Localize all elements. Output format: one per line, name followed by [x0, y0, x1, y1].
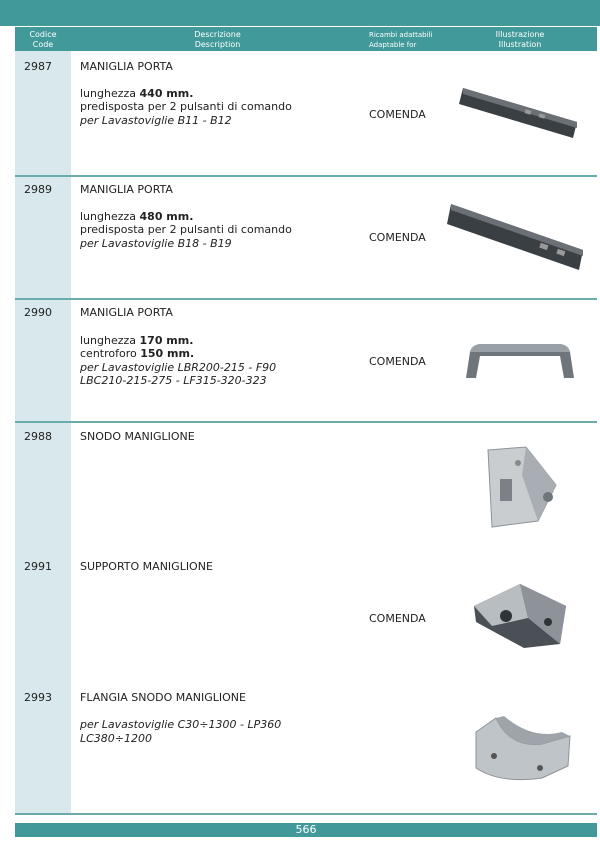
- header-code-it: Codice: [29, 30, 57, 39]
- item-title: MANIGLIA PORTA: [80, 60, 173, 73]
- row-separator: [15, 175, 597, 177]
- top-bar: [0, 0, 600, 26]
- row-separator: [15, 298, 597, 300]
- item-description-line: lunghezza 170 mm.: [80, 334, 194, 347]
- header-adaptable-en: Adaptable for: [369, 41, 417, 49]
- header-description-en: Description: [194, 40, 241, 49]
- item-title: SUPPORTO MANIGLIONE: [80, 560, 213, 573]
- table-header: [15, 27, 597, 51]
- item-code: 2990: [24, 306, 52, 319]
- item-brand: COMENDA: [369, 108, 426, 121]
- item-description-line: LC380÷1200: [80, 732, 153, 745]
- item-code: 2993: [24, 691, 52, 704]
- header-adaptable: [369, 30, 459, 50]
- item-code: 2989: [24, 183, 52, 196]
- item-title: MANIGLIA PORTA: [80, 306, 173, 319]
- item-code: 2991: [24, 560, 52, 573]
- header-illustration: [470, 30, 570, 50]
- long-handle-bar-icon: [455, 82, 585, 142]
- header-adaptable-it: Ricambi adattabili: [369, 31, 433, 39]
- header-illustration-it: Illustrazione: [495, 30, 545, 39]
- item-code: 2987: [24, 60, 52, 73]
- header-code: [15, 30, 71, 50]
- item-description-line: lunghezza 440 mm.: [80, 87, 194, 100]
- hinge-bracket-icon: [478, 445, 563, 530]
- item-description-line: per Lavastoviglie LBR200-215 - F90: [80, 361, 277, 374]
- long-handle-bar-icon: [445, 198, 590, 276]
- u-handle-icon: [460, 338, 580, 383]
- item-description-line: per Lavastoviglie B18 - B19: [80, 237, 232, 250]
- item-title: FLANGIA SNODO MANIGLIONE: [80, 691, 246, 704]
- item-code: 2988: [24, 430, 52, 443]
- header-illustration-en: Illustration: [498, 40, 542, 49]
- item-description-line: predisposta per 2 pulsanti di comando: [80, 223, 292, 236]
- item-title: MANIGLIA PORTA: [80, 183, 173, 196]
- item-brand: COMENDA: [369, 355, 426, 368]
- header-description-it: Descrizione: [194, 30, 241, 39]
- item-description-line: lunghezza 480 mm.: [80, 210, 194, 223]
- item-description-line: per Lavastoviglie C30÷1300 - LP360: [80, 718, 282, 731]
- header-description: [75, 30, 360, 50]
- header-code-en: Code: [32, 40, 54, 49]
- u-flange-icon: [470, 712, 575, 784]
- item-brand: COMENDA: [369, 231, 426, 244]
- row-separator: [15, 813, 597, 815]
- item-brand: COMENDA: [369, 612, 426, 625]
- item-description-line: centroforo 150 mm.: [80, 347, 195, 360]
- item-description-line: LBC210-215-275 - LF315-320-323: [80, 374, 267, 387]
- item-description-line: per Lavastoviglie B11 - B12: [80, 114, 232, 127]
- item-description-line: predisposta per 2 pulsanti di comando: [80, 100, 292, 113]
- page-number: 566: [15, 823, 597, 837]
- support-bracket-icon: [468, 578, 573, 653]
- row-separator: [15, 421, 597, 423]
- item-title: SNODO MANIGLIONE: [80, 430, 195, 443]
